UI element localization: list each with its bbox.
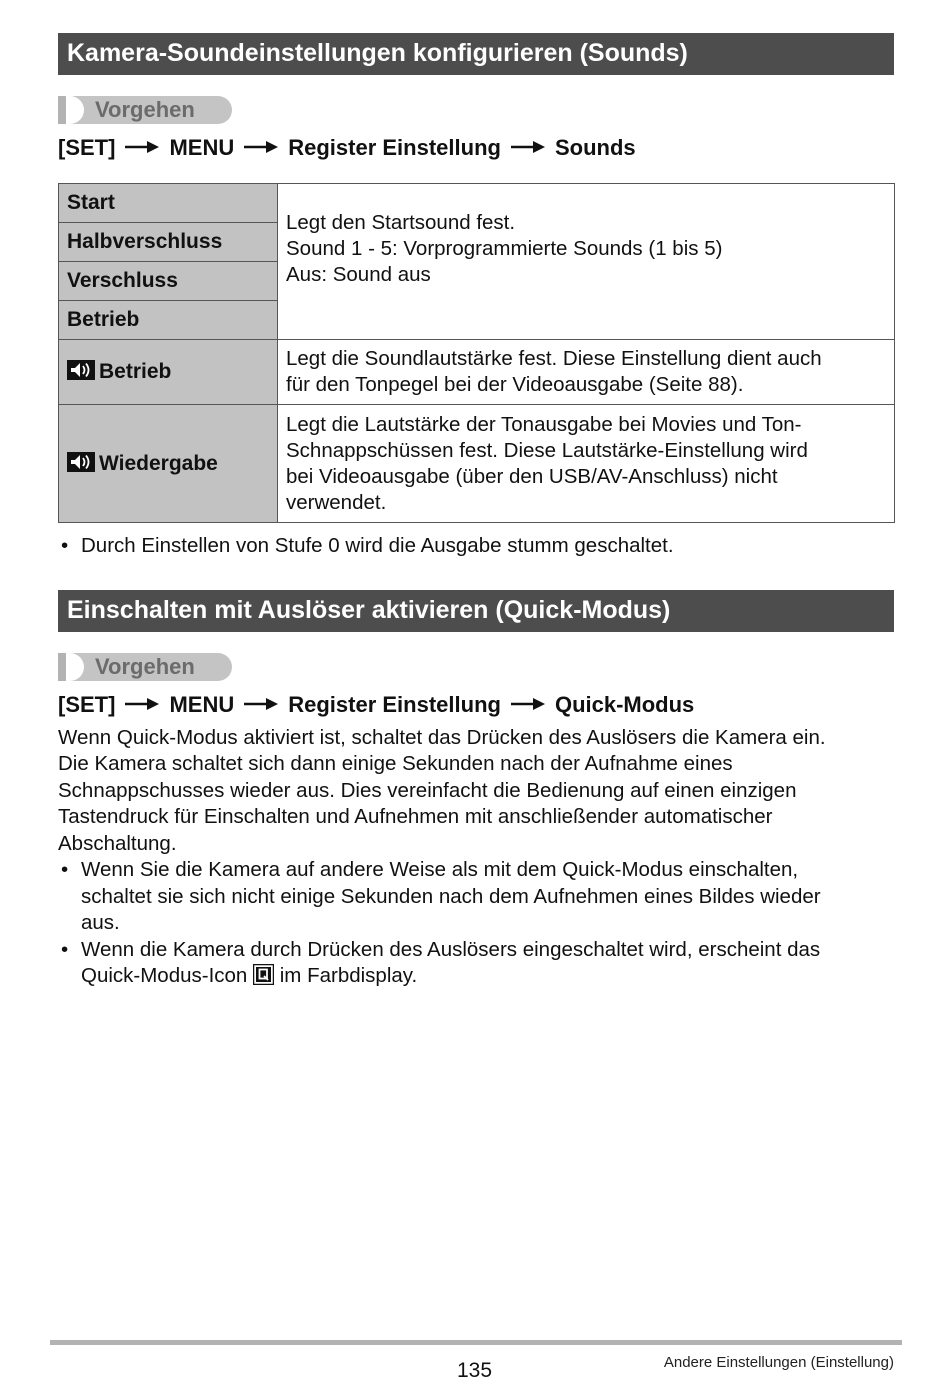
- footer-divider: [50, 1340, 902, 1345]
- description-line: Sound 1 - 5: Vorprogrammierte Sounds (1 bis 5): [286, 236, 723, 260]
- note-bullet: • Durch Einstellen von Stufe 0 wird die Ausgabe stumm geschaltet.: [61, 534, 674, 557]
- table-row-label: Betrieb: [59, 301, 278, 340]
- procedure-label: Vorgehen: [95, 653, 195, 679]
- arrow-right-icon: [125, 140, 159, 154]
- paragraph-line: Wenn Quick-Modus aktiviert ist, schaltet das Drücken des Auslösers die Kamera ein.: [58, 725, 826, 749]
- section-title-sounds: Kamera-Soundeinstellungen konfigurieren (Sounds): [58, 33, 894, 75]
- page-content: [58, 33, 894, 990]
- quick-mode-paragraph: [58, 725, 894, 858]
- description-line: Legt die Soundlautstärke fest. Diese Einstellung dient auch: [286, 347, 822, 370]
- volume-playback-label: [59, 405, 278, 523]
- table-row-label: Halbverschluss: [59, 223, 278, 262]
- bullet-line: Wenn die Kamera durch Drücken des Auslösers eingeschaltet wird, erscheint das: [81, 937, 821, 961]
- arrow-right-icon: [125, 697, 159, 711]
- start-sounds-description: [278, 184, 895, 340]
- volume-operation-label: [59, 340, 278, 405]
- procedure-badge: [58, 96, 232, 124]
- paragraph-line: Abschaltung.: [58, 831, 177, 855]
- paragraph-line: Schnappschusses wieder aus. Dies vereinfacht die Bedienung auf einen einzigen: [58, 778, 797, 802]
- arrow-right-icon: [511, 140, 545, 154]
- menu-path-step: Sounds: [554, 135, 636, 160]
- menu-path: [58, 133, 894, 163]
- arrow-right-icon: [244, 140, 278, 154]
- bullet-line: schaltet sie sich nicht einige Sekunden nach dem Aufnehmen eines Bildes wieder: [81, 884, 821, 908]
- volume-playback-description: [278, 405, 895, 523]
- speaker-icon: [67, 452, 95, 472]
- paragraph-line: Die Kamera schaltet sich dann einige Sekunden nach der Aufnahme eines: [58, 752, 733, 775]
- description-line: verwendet.: [286, 490, 387, 514]
- bullet-text: im Farbdisplay.: [279, 964, 418, 987]
- procedure-label: Vorgehen: [95, 97, 195, 122]
- menu-path-step: [SET]: [58, 691, 116, 717]
- description-line: bei Videoausgabe (über den USB/AV-Anschluss) nicht: [286, 464, 778, 488]
- chapter-footer: Andere Einstellungen (Einstellung): [663, 1354, 894, 1371]
- note-text: Durch Einstellen von Stufe 0 wird die Ausgabe stumm geschaltet.: [81, 534, 674, 557]
- description-line: Legt den Startsound fest.: [286, 210, 516, 234]
- procedure-badge: [58, 653, 232, 681]
- menu-path-step: [SET]: [58, 135, 116, 160]
- menu-path-step: Register Einstellung: [288, 135, 501, 160]
- volume-operation-text: Betrieb: [99, 360, 172, 383]
- arrow-right-icon: [244, 697, 278, 711]
- description-line: Aus: Sound aus: [286, 262, 431, 286]
- quick-mode-icon: [253, 964, 274, 985]
- paragraph-line: Tastendruck für Einschalten und Aufnehmen mit anschließender automatischer: [58, 805, 773, 828]
- menu-path-step: MENU: [169, 135, 235, 160]
- bullet-line: [81, 963, 894, 990]
- bullet-line: aus.: [81, 911, 120, 934]
- description-line: Legt die Lautstärke der Tonausgabe bei Movies und Ton-: [286, 412, 802, 436]
- page-number: 135: [457, 1359, 493, 1382]
- bullet-text: Quick-Modus-Icon: [81, 964, 248, 987]
- speaker-icon: [67, 360, 95, 380]
- arrow-right-icon: [511, 697, 545, 711]
- table-row-label: Start: [59, 184, 278, 223]
- note-bullet: • Wenn Sie die Kamera auf andere Weise als mit dem Quick-Modus einschalten, schaltet sie sich nicht einige Sekunden nach dem Aufnehmen eines Bildes wieder aus.: [58, 857, 894, 937]
- sounds-settings-table: [58, 183, 895, 523]
- bullet-line: Wenn Sie die Kamera auf andere Weise als mit dem Quick-Modus einschalten,: [81, 858, 799, 881]
- table-row-label: Verschluss: [59, 262, 278, 301]
- menu-path: [58, 690, 894, 720]
- menu-path-step: Register Einstellung: [288, 691, 501, 717]
- note-bullet: • Wenn die Kamera durch Drücken des Auslösers eingeschaltet wird, erscheint das Quick-Modus-Icon im Farbdisplay.: [58, 937, 894, 990]
- section-title-quick-mode: Einschalten mit Auslöser aktivieren (Quick-Modus): [58, 590, 894, 632]
- description-line: für den Tonpegel bei der Videoausgabe (Seite 88).: [286, 373, 744, 396]
- volume-playback-text: Wiedergabe: [99, 451, 218, 475]
- menu-path-step: Quick-Modus: [554, 691, 695, 717]
- volume-operation-description: [278, 340, 895, 405]
- menu-path-step: MENU: [169, 691, 235, 717]
- description-line: Schnappschüssen fest. Diese Lautstärke-Einstellung wird: [286, 438, 808, 462]
